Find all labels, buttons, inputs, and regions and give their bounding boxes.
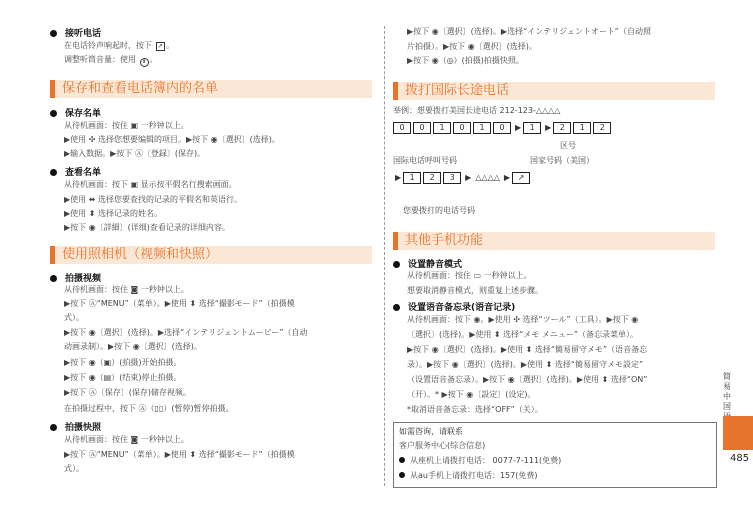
- contact-title: 如需咨询，请联系: [399, 427, 463, 436]
- text-line: 从待机画面：按住 ◙ 一秒钟以上。: [64, 435, 189, 444]
- contact-center: 客户服务中心(综合信息): [399, 441, 486, 450]
- photo-title: 拍摄快照: [50, 420, 101, 433]
- column-divider: [384, 26, 385, 486]
- answer-call-title: 接听电话: [50, 26, 101, 39]
- intl-dial-sequence: 0 0 1 0 1 0 ▶ 1 ▶ 2 1 2: [393, 122, 613, 134]
- text-line: 从待机画面：按住 ▭ 一秒钟以上。: [407, 271, 532, 280]
- text-line: 在拍摄过程中，按下 Ⓐ（▯▯）(暂停)暂停拍摄。: [64, 404, 234, 413]
- section-heading-phonebook: 保存和查看电话簿内的名单: [50, 80, 372, 98]
- digit-key: 2: [423, 172, 441, 184]
- text-line: ▶按下 Ⓐ“MENU”（菜单）。▶使用 ⬍ 选择“撮影モード”（拍摄模: [64, 450, 295, 459]
- save-list-title: 保存名单: [50, 106, 101, 119]
- side-tab-block: [723, 416, 753, 450]
- answer-line-1: 在电话铃声响起时，按下 ↗ 。: [64, 41, 174, 50]
- text-line: 录）。▶按下 ◉〔選択〕(选择)。▶使用 ⬍ 选择“簡易留守メモ設定”: [407, 360, 644, 369]
- bullet-dot: [50, 30, 57, 37]
- text-line: 想要取消静音模式，则重复上述步骤。: [407, 286, 543, 295]
- text-line: ▶按下 ◉〔選択〕(选择)。▶选择“インテリジェントオート”（自动照: [407, 27, 651, 36]
- voice-memo-title: 设置语音备忘录(语音记录): [393, 300, 515, 313]
- text-line: ▶按下 ◉（▣）(拍摄)开始拍摄。: [64, 358, 182, 367]
- text-line: 从待机画面：按下 ▣ 显示按平假名行搜索画面。: [64, 180, 237, 189]
- page-number: 485: [730, 453, 750, 464]
- digit-key: 2: [593, 122, 611, 134]
- digit-key: 3: [443, 172, 461, 184]
- digit-key: 1: [523, 122, 541, 134]
- text-line: ▶按下 Ⓐ〔保存〕(保存)储存视频。: [64, 388, 191, 397]
- text-line: ▶按下 ◉〔選択〕(选择)。▶使用 ⬍ 选择“簡易留守メモ”（语音备忘: [407, 345, 648, 354]
- text-line: ▶按下 ◉〔詳細〕(详细)查看记录的详细内容。: [64, 223, 230, 232]
- view-list-title: 查看名单: [50, 165, 101, 178]
- digit-key: 0: [493, 122, 511, 134]
- text-line: 从待机画面：按下 ◉。▶使用 ✣ 选择“ツール”（工具）。▶按下 ◉: [407, 315, 639, 324]
- text-line: 动画录制）。▶按下 ◉〔選択〕(选择)。: [64, 342, 202, 351]
- text-line: ▶使用 ✣ 选择您想要编辑的项目。▶按下 ◉〔選択〕(选择)。: [64, 135, 280, 144]
- side-tab-label: 简易中国: [723, 372, 731, 411]
- example-text: 举例：想要拨打美国长途电话 212-123-△△△△: [393, 106, 561, 115]
- send-key-icon: ↗: [512, 172, 530, 184]
- contact-info-box: [393, 422, 717, 488]
- intl-code-label: 国际电话呼叫号码: [393, 156, 457, 165]
- text-line: *取消语音备忘录：选择“OFF”（关）。: [407, 405, 543, 414]
- contact-mobile-line: 从au手机上请拨打电话：157(免费): [399, 471, 537, 481]
- up-down-key-icon: ⬍: [140, 58, 149, 67]
- text-line: ▶按下 ◉〔選択〕(选择)。▶选择“インテリジェントムービー”（自动: [64, 328, 308, 337]
- digit-key: 0: [413, 122, 431, 134]
- section-heading-camera: 使用照相机（视频和快照）: [50, 246, 372, 264]
- send-key-icon: ↗: [157, 42, 163, 50]
- digit-key: 1: [433, 122, 451, 134]
- answer-line-2: 调整听筒音量：使用 ⬍ 。: [64, 55, 158, 65]
- digit-key: 2: [553, 122, 571, 134]
- text-line: ▶使用 ⬌ 选择您要查找的记录的平假名和英语行。: [64, 195, 242, 204]
- phone-number-label: 您要拨打的电话号码: [403, 206, 475, 215]
- text-line: 式）。: [64, 464, 84, 473]
- text-line: （设置语音备忘录）。▶按下 ◉〔選択〕(选择)。▶使用 ⬍ 选择“ON”: [407, 375, 648, 384]
- area-code-label: 区号: [560, 141, 576, 150]
- text-line: ▶使用 ⬍ 选择记录的姓名。: [64, 209, 162, 218]
- text-line: 从待机画面：按住 ◙ 一秒钟以上。: [64, 285, 189, 294]
- digit-key: 0: [393, 122, 411, 134]
- section-heading-intl-call: 拨打国际长途电话: [393, 82, 715, 100]
- country-code-label: 国家号码（美国）: [530, 156, 594, 165]
- text-line: 〔選択〕(选择)。▶使用 ⬍ 选择“メモ メニュー”（备忘录菜单）。: [407, 330, 639, 339]
- contact-fixed-line: 从座机上请拨打电话： 0077-7-111(免费): [399, 456, 561, 466]
- digit-key: 1: [573, 122, 591, 134]
- digit-key: 0: [453, 122, 471, 134]
- phone-dial-sequence: ▶ 1 2 3 ▶ △△△△ ▶ ↗: [393, 172, 532, 184]
- text-line: 从待机画面：按住 ▣ 一秒钟以上。: [64, 121, 189, 130]
- text-line: ▶按下 Ⓐ“MENU”（菜单）。▶使用 ⬍ 选择“撮影モード”（拍摄模: [64, 299, 295, 308]
- digit-key: 1: [473, 122, 491, 134]
- video-title: 拍摄视频: [50, 271, 101, 284]
- text-line: ▶输入数据。▶按下 Ⓐ〔登録〕(保存)。: [64, 149, 206, 158]
- text-line: 式）。: [64, 313, 84, 322]
- text-line: ▶按下 ◉（◎）(拍摄)拍摄快照。: [407, 56, 524, 65]
- text-line: 片拍摄）。▶按下 ◉〔選択〕(选择)。: [407, 42, 537, 51]
- section-heading-other: 其他手机功能: [393, 232, 715, 250]
- text-line: ▶按下 ◉（▤）(结束)停止拍摄。: [64, 373, 182, 382]
- silent-mode-title: 设置静音模式: [393, 257, 462, 270]
- text-line: （开）。* ▶按下 ◉〔設定〕(设定)。: [407, 390, 536, 399]
- digit-key: 1: [403, 172, 421, 184]
